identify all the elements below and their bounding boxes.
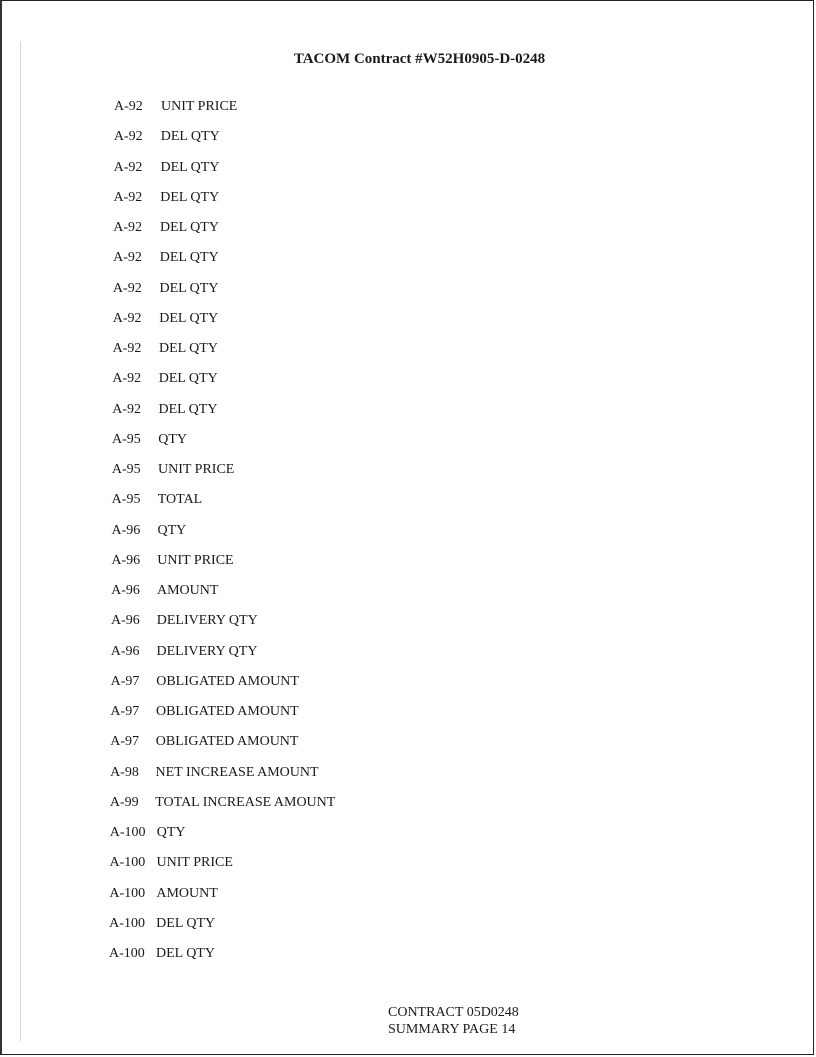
list-item xyxy=(114,97,237,117)
entry-label: AMOUNT xyxy=(156,583,219,598)
entry-label: QTY xyxy=(157,522,187,538)
entry-label: DEL QTY xyxy=(156,915,216,931)
entry-code: A-92 xyxy=(113,189,143,205)
entry-code: A-96 xyxy=(110,613,140,629)
entry-code: A-96 xyxy=(111,583,140,598)
list-item xyxy=(109,884,217,904)
entry-code: A-97 xyxy=(110,704,140,719)
footer-contract-line: CONTRACT 05D0248 xyxy=(388,1005,519,1020)
entry-label: DEL QTY xyxy=(160,189,220,205)
list-item xyxy=(112,460,235,480)
entry-code: A-92 xyxy=(112,371,142,387)
list-item xyxy=(111,672,299,692)
list-item xyxy=(113,188,219,208)
list-item xyxy=(112,369,217,389)
entry-label: DEL QTY xyxy=(159,280,219,296)
entry-code: A-100 xyxy=(109,855,146,871)
entry-code: A-95 xyxy=(112,431,141,447)
list-item xyxy=(111,551,233,571)
entry-code: A-92 xyxy=(113,220,143,235)
page-title: TACOM Contract #W52H0905-D-0248 xyxy=(293,51,546,67)
entry-label: AMOUNT xyxy=(156,885,218,901)
list-item xyxy=(114,158,220,178)
entry-code: A-100 xyxy=(109,915,145,931)
entry-label: NET INCREASE AMOUNT xyxy=(155,764,319,780)
entry-label: QTY xyxy=(158,431,188,447)
entry-code: A-96 xyxy=(111,522,141,538)
list-item xyxy=(111,581,218,601)
entry-code: A-92 xyxy=(113,159,143,175)
scan-artifact-line xyxy=(20,41,21,1041)
list-item xyxy=(114,127,220,147)
list-item xyxy=(113,248,219,268)
entry-label: DELIVERY QTY xyxy=(156,613,258,629)
list-item xyxy=(113,339,218,359)
list-item xyxy=(113,218,219,238)
entry-code: A-100 xyxy=(109,946,145,961)
entry-code: A-92 xyxy=(112,341,142,356)
entry-code: A-99 xyxy=(109,794,139,810)
entry-label: DEL QTY xyxy=(159,250,219,266)
entry-label: UNIT PRICE xyxy=(156,855,233,871)
list-item xyxy=(111,642,258,662)
list-item xyxy=(110,823,186,843)
entry-label: TOTAL INCREASE AMOUNT xyxy=(155,794,336,810)
entry-label: DEL QTY xyxy=(159,310,219,326)
entry-label: OBLIGATED AMOUNT xyxy=(156,673,299,689)
entry-code: A-97 xyxy=(110,673,140,689)
entry-label: DEL QTY xyxy=(160,159,220,175)
entry-label: UNIT PRICE xyxy=(161,99,238,114)
entry-code: A-92 xyxy=(112,280,142,296)
list-item xyxy=(110,853,233,873)
entry-code: A-100 xyxy=(109,825,146,840)
entry-label: DEL QTY xyxy=(158,371,218,387)
list-item xyxy=(112,521,187,541)
list-item xyxy=(113,309,218,329)
entry-code: A-92 xyxy=(113,250,142,266)
entry-label: OBLIGATED AMOUNT xyxy=(155,704,299,719)
entry-code: A-96 xyxy=(111,552,141,568)
entry-code: A-92 xyxy=(114,99,143,114)
entry-code: A-92 xyxy=(112,401,141,417)
entry-label: UNIT PRICE xyxy=(157,462,235,477)
entry-label: DEL QTY xyxy=(158,341,218,356)
entry-code: A-95 xyxy=(111,492,141,508)
entry-label: TOTAL xyxy=(157,492,203,508)
list-item xyxy=(112,490,203,510)
entry-label: QTY xyxy=(156,825,186,840)
list-item xyxy=(110,793,335,813)
page-footer xyxy=(388,1004,519,1038)
list-item xyxy=(109,944,215,964)
entry-label: DEL QTY xyxy=(158,401,218,417)
list-item xyxy=(113,279,219,299)
entry-label: OBLIGATED AMOUNT xyxy=(155,734,299,750)
entry-label: DELIVERY QTY xyxy=(156,643,258,659)
entry-label: DEL QTY xyxy=(156,946,215,961)
list-item xyxy=(112,430,187,450)
list-item xyxy=(112,400,217,420)
entry-code: A-96 xyxy=(110,643,140,659)
entry-label: DEL QTY xyxy=(159,220,219,235)
list-item xyxy=(110,702,298,722)
entry-code: A-98 xyxy=(110,764,139,780)
entry-code: A-92 xyxy=(112,310,142,326)
entry-label: UNIT PRICE xyxy=(157,552,234,568)
entry-code: A-100 xyxy=(109,885,146,901)
footer-summary-line: SUMMARY PAGE 14 xyxy=(388,1022,516,1037)
list-item xyxy=(110,763,319,783)
list-item xyxy=(111,611,258,631)
entry-code: A-97 xyxy=(110,734,140,750)
list-item xyxy=(109,914,215,934)
entry-code: A-95 xyxy=(111,462,141,477)
list-item xyxy=(110,732,298,752)
entry-label: DEL QTY xyxy=(160,129,220,145)
entry-code: A-92 xyxy=(113,129,143,145)
